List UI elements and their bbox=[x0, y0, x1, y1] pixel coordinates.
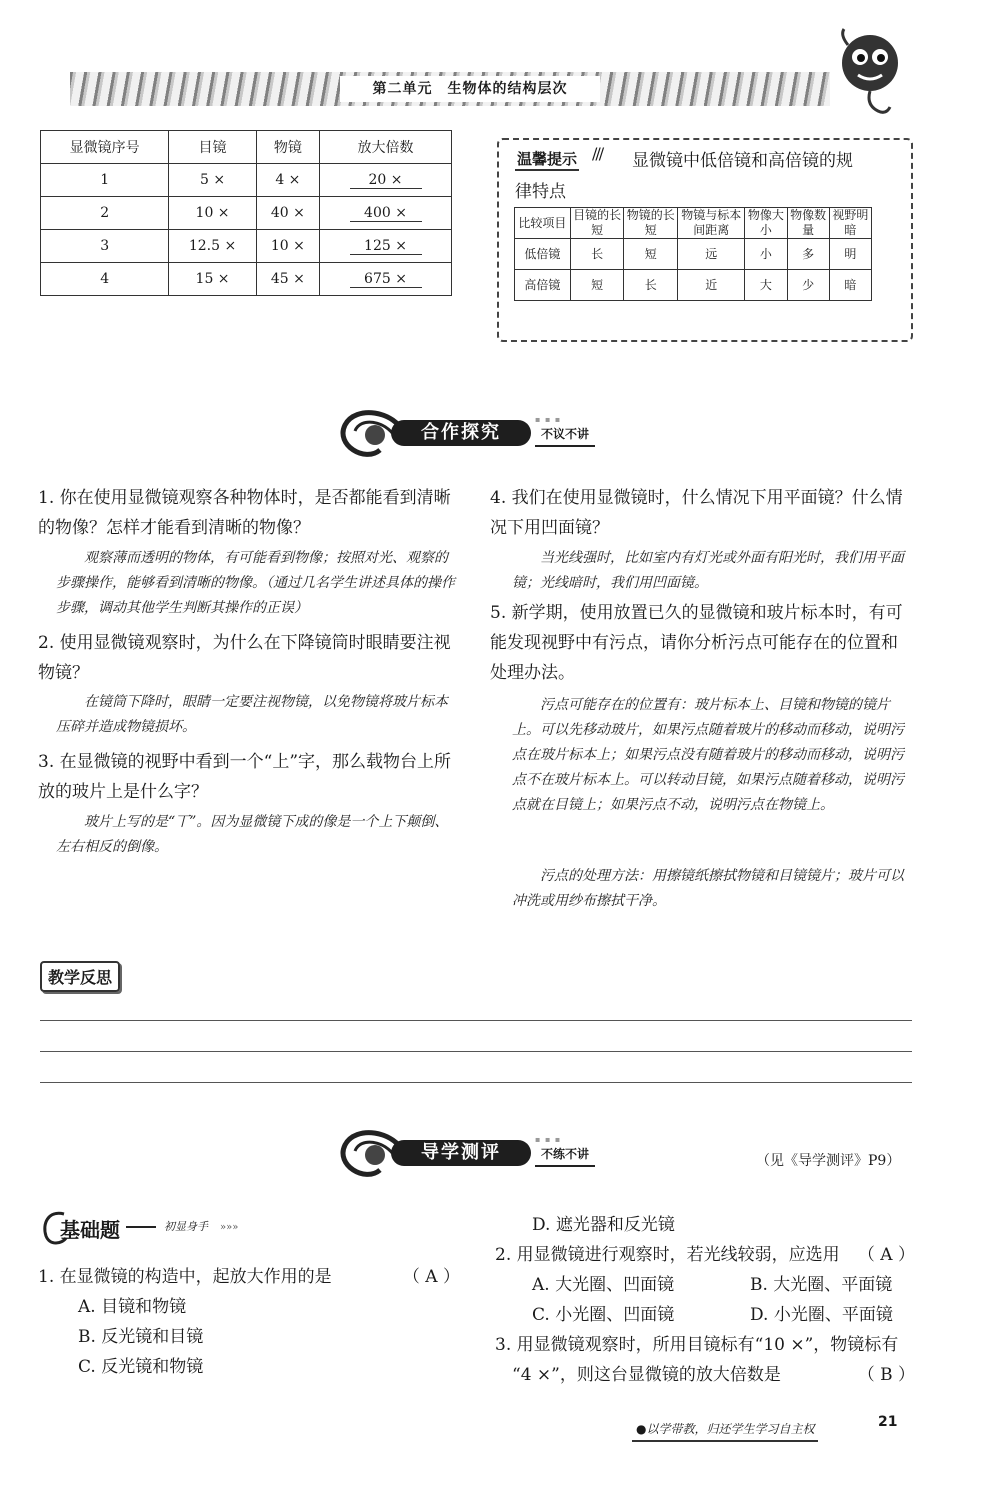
answer-choice: （ A ） bbox=[402, 1267, 460, 1287]
answer-2: 在镜筒下降时，眼睛一定要注视物镜，以免物镜将玻片标本压碎并造成物镜损坏。 bbox=[56, 694, 448, 735]
table-cell: 2 bbox=[41, 197, 169, 230]
answer-1: 观察薄而透明的物体，有可能看到物像；按照对光、观察的步骤操作，能够看到清晰的物像。（通过几名学生讲述具体的操作步骤，调动其他学生判断其操作的正误） bbox=[56, 550, 455, 616]
answer-blank: 675 × bbox=[350, 271, 422, 288]
option: A. 目镜和物镜 bbox=[78, 1297, 187, 1317]
tip-text: 显微镜中低倍镜和高倍镜的规 bbox=[632, 151, 853, 171]
table-row bbox=[515, 270, 872, 301]
option: D. 遮光器和反光镜 bbox=[532, 1215, 675, 1235]
table-cell: 1 bbox=[41, 164, 169, 197]
table-cell: 长 bbox=[624, 270, 678, 301]
footer-slogan: ●以学带教，归还学生学习自主权 bbox=[632, 1420, 818, 1442]
answer-3: 玻片上写的是“丅”。因为显微镜下成的像是一个上下颠倒、左右相反的倒像。 bbox=[56, 814, 449, 855]
table-header: 物像大小 bbox=[745, 208, 787, 239]
table-cell bbox=[320, 263, 452, 296]
table-cell: 低倍镜 bbox=[515, 239, 571, 270]
question-3: 3. 在显微镜的视野中看到一个“上”字，那么载物台上所放的玻片上是什么字？ bbox=[38, 752, 452, 802]
section-banner-cooperative bbox=[335, 405, 635, 465]
answer-4: 当光线强时，比如室内有灯光或外面有阳光时，我们用平面镜；光线暗时，我们用凹面镜。 bbox=[512, 550, 904, 591]
question-2: 2. 使用显微镜观察时，为什么在下降镜筒时眼睛要注视物镜？ bbox=[38, 633, 451, 683]
reflection-line bbox=[40, 1020, 912, 1021]
question-1: 1. 你在使用显微镜观察各种物体时，是否都能看到清晰的物像？怎样才能看到清晰的物像？ bbox=[38, 488, 451, 538]
table-header: 目镜的长短 bbox=[570, 208, 624, 239]
table-cell: 短 bbox=[624, 239, 678, 270]
table-header: 物镜 bbox=[256, 131, 319, 164]
dash-decoration bbox=[126, 1226, 156, 1228]
table-cell: 45 × bbox=[256, 263, 319, 296]
table-header: 比较项目 bbox=[515, 208, 571, 239]
option: B. 大光圈、平面镜 bbox=[750, 1275, 893, 1295]
basic-questions-label bbox=[40, 1208, 280, 1248]
chevrons-icon: »»» bbox=[220, 1222, 239, 1233]
lens-comparison-table bbox=[514, 207, 872, 301]
magnification-table bbox=[40, 130, 452, 296]
table-cell: 高倍镜 bbox=[515, 270, 571, 301]
table-cell: 5 × bbox=[169, 164, 256, 197]
table-header: 放大倍数 bbox=[320, 131, 452, 164]
table-header: 显微镜序号 bbox=[41, 131, 169, 164]
reflection-line bbox=[40, 1051, 912, 1052]
table-cell: 明 bbox=[829, 239, 871, 270]
table-cell bbox=[320, 164, 452, 197]
banner-title: 导学测评 bbox=[391, 1140, 531, 1166]
option: A. 大光圈、凹面镜 bbox=[532, 1275, 675, 1295]
dots-decoration-icon: ▪ ▪ ▪ bbox=[535, 415, 562, 424]
answer-choice: （ B ） bbox=[857, 1365, 915, 1385]
answer-5-method: 污点的处理方法：用擦镜纸擦拭物镜和目镜镜片；玻片可以冲洗或用纱布擦拭干净。 bbox=[512, 868, 904, 909]
table-cell: 40 × bbox=[256, 197, 319, 230]
table-header: 目镜 bbox=[169, 131, 256, 164]
banner-tagline: 不练不讲 bbox=[535, 1145, 595, 1167]
table-header: 物镜与标本间距离 bbox=[678, 208, 745, 239]
answer-blank: 125 × bbox=[350, 238, 422, 255]
table-cell: 多 bbox=[787, 239, 829, 270]
question-text: “4 ×”，则这台显微镜的放大倍数是 bbox=[512, 1365, 781, 1385]
table-cell: 暗 bbox=[829, 270, 871, 301]
option: D. 小光圈、平面镜 bbox=[750, 1305, 893, 1325]
mascot-icon bbox=[830, 25, 910, 120]
quiz-question-2 bbox=[495, 1240, 915, 1270]
option: B. 反光镜和目镜 bbox=[78, 1327, 204, 1347]
table-cell: 近 bbox=[678, 270, 745, 301]
basic-label-sub: 初显身手 bbox=[164, 1220, 208, 1233]
table-cell: 3 bbox=[41, 230, 169, 263]
table-cell: 少 bbox=[787, 270, 829, 301]
answer-blank: 400 × bbox=[350, 205, 422, 222]
table-row bbox=[41, 263, 452, 296]
table-header: 物像数量 bbox=[787, 208, 829, 239]
table-cell: 大 bbox=[745, 270, 787, 301]
banner-title: 合作探究 bbox=[391, 420, 531, 446]
tip-text-continued: 律特点 bbox=[515, 182, 566, 202]
answer-choice: （ A ） bbox=[857, 1245, 915, 1265]
slash-decoration-icon: /// bbox=[592, 144, 603, 163]
basic-label-text: 基础题 bbox=[60, 1218, 120, 1242]
question-text: 1. 在显微镜的构造中，起放大作用的是 bbox=[38, 1267, 332, 1287]
table-cell: 12.5 × bbox=[169, 230, 256, 263]
teaching-reflection-label: 教学反思 bbox=[40, 961, 120, 992]
question-text: 2. 用显微镜进行观察时，若光线较弱，应选用 bbox=[495, 1245, 840, 1265]
page-number: 21 bbox=[878, 1414, 898, 1430]
table-cell: 远 bbox=[678, 239, 745, 270]
answer-5-position: 污点可能存在的位置有：玻片标本上、目镜和物镜的镜片上。可以先移动玻片，如果污点随着玻片的移动而移动，说明污点在玻片标本上；如果污点没有随着玻片的移动而移动，说明污点不在玻片标本上。可以转动目镜，如果污点随着移动，说明污点就在目镜上；如果污点不动，说明污点在物镜上。 bbox=[512, 697, 904, 813]
table-cell: 4 bbox=[41, 263, 169, 296]
table-header: 视野明暗 bbox=[829, 208, 871, 239]
section-banner-assessment bbox=[335, 1125, 635, 1185]
question-5: 5. 新学期，使用放置已久的显微镜和玻片标本时，有可能发现视野中有污点，请你分析污点可能存在的位置和处理办法。 bbox=[490, 603, 903, 683]
banner-tagline: 不议不讲 bbox=[535, 425, 595, 447]
option: C. 小光圈、凹面镜 bbox=[532, 1305, 675, 1325]
reflection-line bbox=[40, 1082, 912, 1083]
table-row bbox=[41, 164, 452, 197]
table-row bbox=[41, 197, 452, 230]
table-cell: 4 × bbox=[256, 164, 319, 197]
table-cell: 长 bbox=[570, 239, 624, 270]
table-cell bbox=[320, 197, 452, 230]
table-cell: 小 bbox=[745, 239, 787, 270]
table-cell: 10 × bbox=[256, 230, 319, 263]
question-4: 4. 我们在使用显微镜时，什么情况下用平面镜？什么情况下用凹面镜？ bbox=[490, 488, 903, 538]
quiz-question-3-continued bbox=[512, 1360, 915, 1390]
option: C. 反光镜和物镜 bbox=[78, 1357, 204, 1377]
table-cell bbox=[320, 230, 452, 263]
page-header-title: 第二单元 生物体的结构层次 bbox=[340, 76, 600, 102]
dots-decoration-icon: ▪ ▪ ▪ bbox=[535, 1135, 562, 1144]
table-row bbox=[515, 239, 872, 270]
table-cell: 10 × bbox=[169, 197, 256, 230]
quiz-question-1 bbox=[38, 1262, 460, 1292]
table-header: 物镜的长短 bbox=[624, 208, 678, 239]
answer-blank: 20 × bbox=[350, 172, 422, 189]
assessment-reference: （见《导学测评》P9） bbox=[756, 1153, 901, 1169]
tip-label: 温馨提示 bbox=[515, 148, 579, 171]
table-cell: 15 × bbox=[169, 263, 256, 296]
quiz-question-3: 3. 用显微镜观察时，所用目镜标有“10 ×”，物镜标有 bbox=[495, 1335, 899, 1355]
table-cell: 短 bbox=[570, 270, 624, 301]
table-row bbox=[41, 230, 452, 263]
